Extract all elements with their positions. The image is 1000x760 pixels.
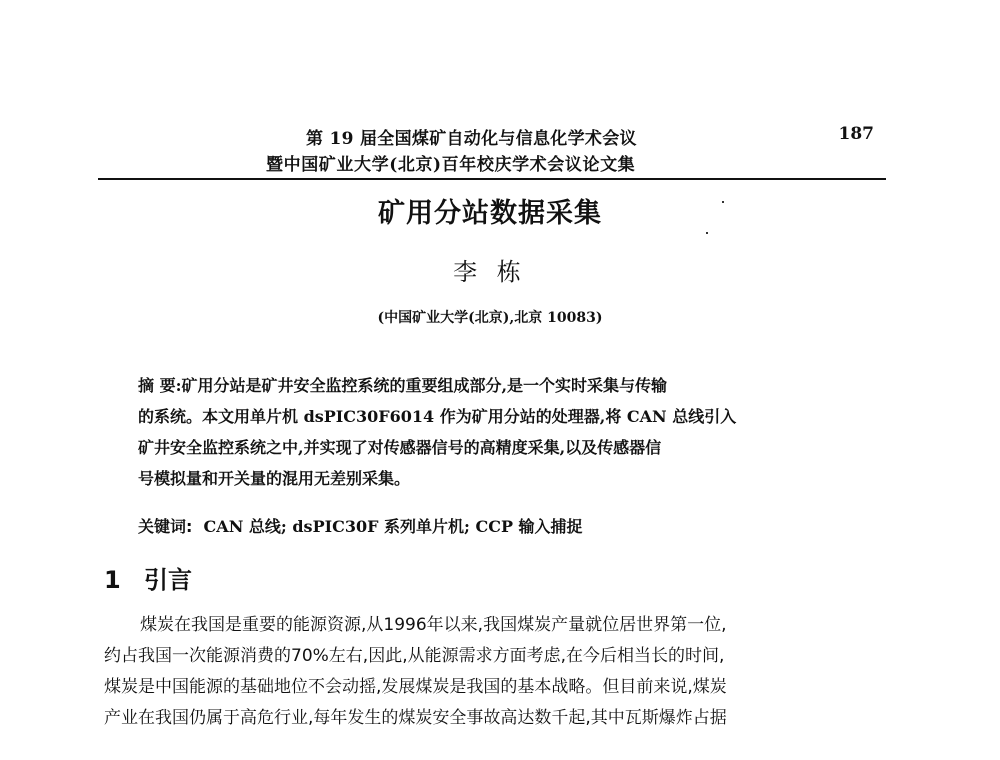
keywords [138, 514, 858, 537]
abstract-line-3: 矿井安全监控系统之中,并实现了对传感器信号的高精度采集,以及传感器信 [138, 438, 662, 457]
body-line-2: 约占我国一次能源消费的70%左右,因此,从能源需求方面考虑,在今后相当长的时间, [104, 646, 725, 666]
abstract-line-1 [138, 370, 858, 401]
section-title: 引言 [144, 566, 192, 594]
page-number: 187 [838, 124, 874, 144]
abstract-line-2: 的系统。本文用单片机 dsPIC30F6014 作为矿用分站的处理器,将 CAN 总线引入 [138, 407, 737, 426]
abstract-line-4: 号模拟量和开关量的混用无差别采集。 [138, 469, 411, 488]
abstract [138, 370, 858, 494]
keywords-text: CAN 总线; dsPIC30F 系列单片机; CCP 输入捕捉 [203, 517, 583, 536]
scan-speck [706, 232, 708, 234]
body-line-4: 产业在我国仍属于高危行业,每年发生的煤炭安全事故高达数千起,其中瓦斯爆炸占据 [104, 708, 727, 728]
body-line-1: 煤炭在我国是重要的能源资源,从1996年以来,我国煤炭产量就位居世界第一位, [140, 615, 727, 635]
scan-speck [722, 201, 724, 203]
body-line-3: 煤炭是中国能源的基础地位不会动摇,发展煤炭是我国的基本战略。但目前来说,煤炭 [104, 677, 727, 697]
author-name: 李 栋 [453, 258, 527, 286]
paper-title: 矿用分站数据采集 [378, 198, 602, 229]
author-affiliation: (中国矿业大学(北京),北京 10083) [377, 310, 603, 326]
proceedings-title: 暨中国矿业大学(北京)百年校庆学术会议论文集 [266, 155, 636, 175]
keywords-label: 关键词: [138, 517, 193, 536]
abstract-text: 矿用分站是矿井安全监控系统的重要组成部分,是一个实时采集与传输 [181, 376, 668, 395]
body-text [104, 610, 884, 734]
conference-title: 第 19 届全国煤矿自动化与信息化学术会议 [306, 129, 637, 149]
section-heading [104, 560, 192, 595]
section-number: 1 [104, 566, 121, 594]
abstract-label: 摘 要: [138, 376, 182, 395]
running-head [98, 124, 886, 180]
